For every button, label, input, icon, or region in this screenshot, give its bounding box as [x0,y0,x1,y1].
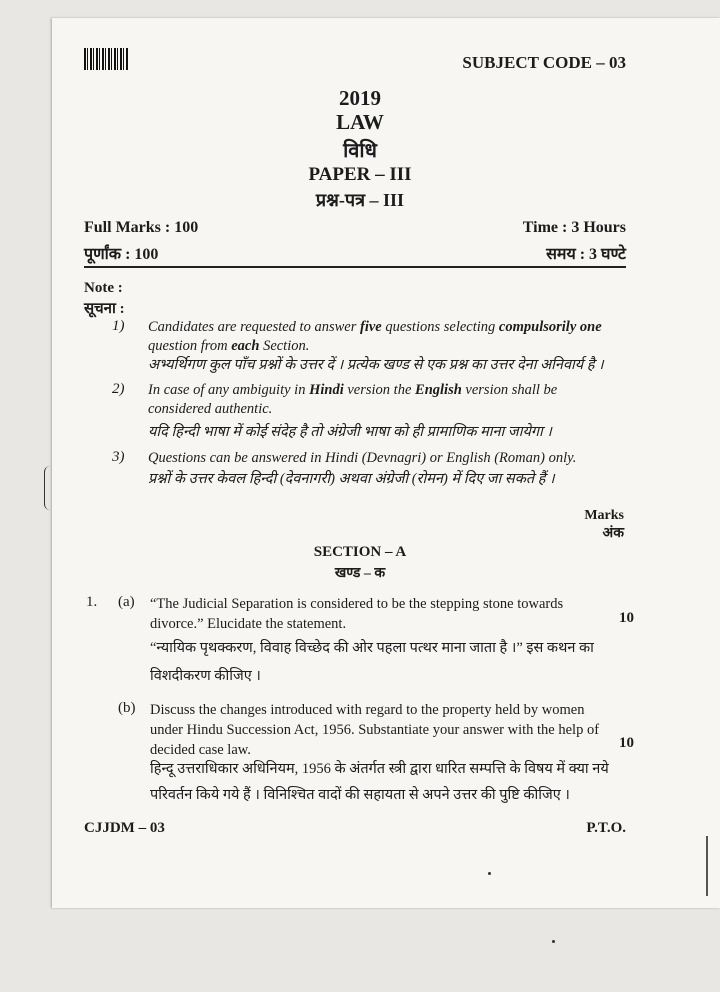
question-1a-hindi: “न्यायिक पृथक्करण, विवाह विच्छेद की ओर पहला पत्थर माना जाता है ।” इस कथन का विशदीकरण कीजिए । [150,640,594,684]
instruction-number: 2) [112,381,125,397]
instruction-emphasis: Hindi [309,382,344,398]
instruction-text: Section. [259,338,310,354]
instruction-emphasis: English [415,382,462,398]
barcode [84,48,128,70]
question-part-label: (b) [118,700,136,716]
instruction-1-text [148,318,608,356]
marks-label-hindi: अंक [602,526,624,541]
instruction-emphasis: five [359,319,382,335]
instruction-2-hindi: यदि हिन्दी भाषा में कोई संदेह है तो अंग्रेजी भाषा को ही प्रामाणिक माना जायेगा । [148,424,552,440]
subject-title: LAW [336,110,384,134]
instruction-emphasis: compulsorily one [498,319,602,335]
note-label-hindi: सूचना : [84,301,125,317]
instruction-2-text [148,381,608,419]
instruction-emphasis: each [231,338,260,354]
scan-speck [552,940,555,943]
paper-title-hindi: प्रश्न-पत्र – III [315,190,405,210]
scan-speck [488,872,491,875]
note-label: Note : [84,280,123,296]
section-title-hindi: खण्ड – क [334,566,386,581]
paper-code-footer: CJJDM – 03 [84,820,165,836]
instruction-text: version the [343,382,416,398]
instruction-text: In case of any ambiguity in [148,382,310,398]
margin-bracket-mark [44,466,51,510]
question-1b-text: Discuss the changes introduced with regard to the property held by women under Hindu Succession Act, 1956. Substantiate your answer with the help of decided case law. [150,702,600,758]
page-edge-mark [706,836,708,896]
marks-label: Marks [584,508,624,523]
instruction-number: 3) [112,449,125,465]
question-1a-text: “The Judicial Separation is considered to be the stepping stone towards divorce.” Elucidate the statement. [150,596,564,632]
instruction-text: question from [148,338,232,354]
question-number: 1. [86,594,98,610]
instruction-3-text: Questions can be answered in Hindi (Devnagri) or English (Roman) only. [148,450,577,466]
question-1a-marks: 10 [619,610,634,626]
paper-title: PAPER – III [308,164,412,185]
exam-year: 2019 [339,86,381,110]
marks-column-header [584,507,624,543]
question-1b-hindi: हिन्दू उत्तराधिकार अधिनियम, 1956 के अंतर्गत स्त्री द्वारा धारित सम्पत्ति के विषय में क्या नये परिवर्तन किये गये हैं । विनिश्चित वादों की सहायता से अपने उत्तर की पुष्टि कीजिए । [150,761,609,803]
pto-footer: P.T.O. [586,820,626,836]
question-part-label: (a) [118,594,135,610]
subject-title-hindi: विधि [343,140,377,162]
instruction-text: version shall be considered authentic. [148,382,558,417]
time-allowed: Time : 3 Hours [522,219,626,236]
subject-code: SUBJECT CODE – 03 [462,53,626,72]
instruction-1-hindi: अभ्यर्थिगण कुल पाँच प्रश्नों के उत्तर दें । प्रत्येक खण्ड से एक प्रश्न का उत्तर देना अनिवार्य है । [148,357,604,373]
instruction-number: 1) [112,318,125,334]
full-marks: Full Marks : 100 [84,219,199,236]
time-allowed-hindi: समय : 3 घण्टे [546,246,626,263]
instruction-3-hindi: प्रश्नों के उत्तर केवल हिन्दी (देवनागरी) अथवा अंग्रेजी (रोमन) में दिए जा सकते हैं । [148,471,555,487]
question-1b-marks: 10 [619,735,634,751]
instruction-text: questions selecting [381,319,499,335]
section-title: SECTION – A [313,544,407,560]
full-marks-hindi: पूर्णांक : 100 [84,246,159,263]
instruction-text: Candidates are requested to answer [148,319,360,335]
header-divider [84,266,626,268]
